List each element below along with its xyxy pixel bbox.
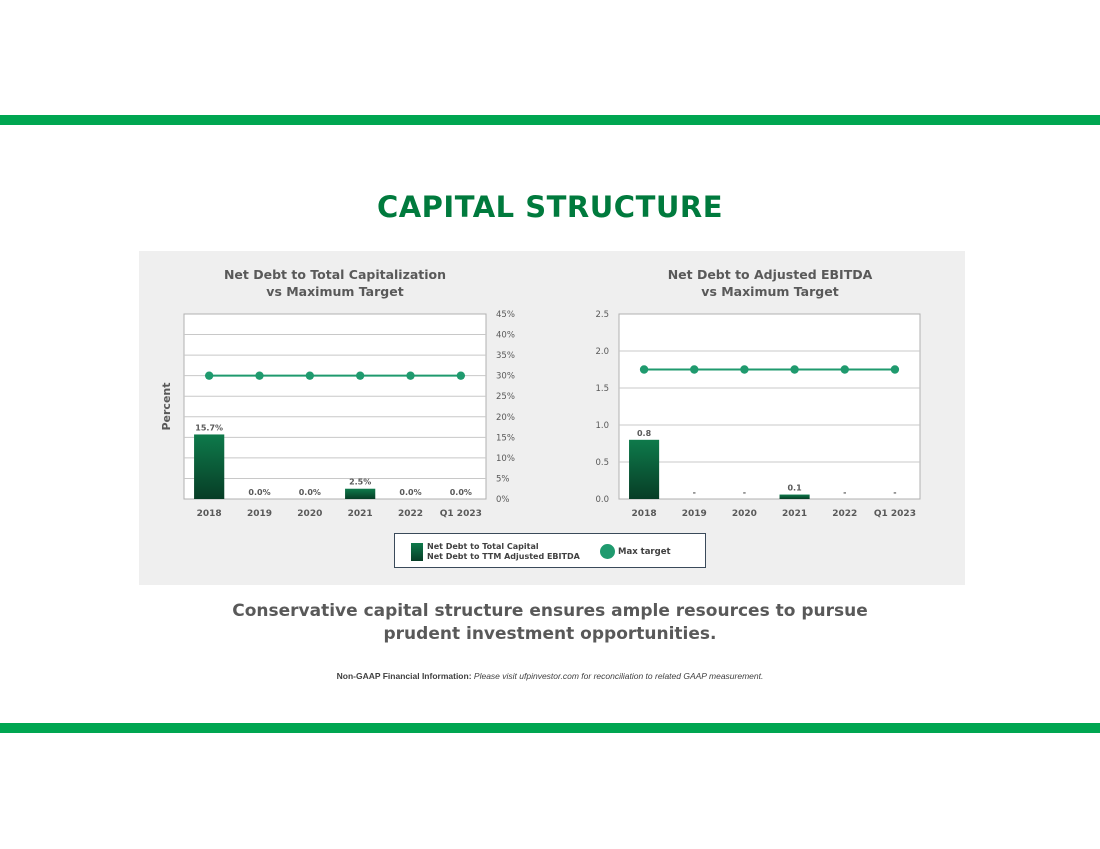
chart1-bar-label: 0.0% — [449, 488, 472, 497]
legend-bar-labels — [427, 542, 580, 562]
legend-bar-label-1: Net Debt to Total Capital — [427, 542, 539, 551]
chart2-target-point — [690, 365, 698, 373]
chart2-bar-label: 0.1 — [787, 483, 802, 493]
chart1-ytick-label: 0% — [496, 495, 510, 505]
chart1-target-point — [306, 371, 314, 379]
tagline-line2: prudent investment opportunities. — [383, 624, 717, 644]
chart2-bar-label: - — [742, 488, 747, 497]
tagline — [200, 600, 900, 646]
legend-bar-swatch — [411, 543, 423, 561]
chart1 — [160, 310, 515, 519]
chart1-ytick-label: 35% — [496, 351, 515, 362]
footnote-text: Please visit ufpinvestor.com for reconciliation to related GAAP measurement. — [473, 671, 764, 681]
chart1-ytick-label: 15% — [496, 433, 515, 444]
chart1-target-point — [406, 371, 414, 379]
chart2-bar — [629, 440, 659, 499]
legend-target-label: Max target — [618, 547, 671, 557]
chart1-xtick-label: 2019 — [246, 509, 273, 519]
chart2 — [595, 310, 920, 519]
chart1-xtick-label: 2022 — [397, 509, 424, 519]
chart1-bar — [194, 434, 224, 499]
chart2-target-point — [891, 365, 899, 373]
chart2-ytick-label: 1.5 — [595, 384, 609, 394]
chart1-ytick-label: 40% — [496, 330, 515, 341]
chart2-plot-area — [619, 314, 920, 499]
chart2-bar-label: 0.8 — [636, 428, 652, 438]
chart1-ytick-label: 10% — [496, 453, 515, 464]
legend — [394, 533, 706, 568]
legend-bar-label-2: Net Debt to TTM Adjusted EBITDA — [427, 552, 580, 561]
chart1-target-point — [205, 371, 213, 379]
chart1-plot-area — [184, 314, 486, 499]
footnote — [0, 671, 1100, 681]
bottom-green-rule — [0, 723, 1100, 733]
chart1-xtick-label: Q1 2023 — [439, 509, 482, 519]
legend-target-swatch — [600, 544, 615, 559]
chart1-target-point — [457, 371, 465, 379]
chart1-xtick-label: 2020 — [297, 509, 323, 519]
chart1-bar-label: 0.0% — [248, 488, 271, 497]
chart2-xtick-label: 2019 — [681, 509, 707, 519]
footnote-label: Non-GAAP Financial Information: — [336, 671, 472, 681]
chart2-bar — [780, 495, 810, 499]
chart2-target-point — [740, 365, 748, 373]
chart2-ytick-label: 1.0 — [595, 421, 609, 431]
chart1-bar-label: 0.0% — [399, 488, 422, 497]
page-title: CAPITAL STRUCTURE — [376, 190, 724, 224]
chart2-xtick-label: 2022 — [832, 509, 858, 519]
chart2-xtick-label: 2020 — [731, 509, 757, 519]
chart1-ytick-label: 30% — [496, 371, 515, 382]
chart1-bar-label: 15.7% — [195, 423, 224, 433]
chart1-xtick-label: 2018 — [196, 509, 222, 519]
chart2-ytick-label: 0.0 — [595, 495, 609, 505]
chart1-bar-label: 0.0% — [298, 488, 321, 497]
chart1-ytick-label: 5% — [496, 474, 510, 485]
tagline-line1: Conservative capital structure ensures ample resources to pursue — [232, 601, 868, 621]
chart2-ytick-label: 2.0 — [595, 347, 609, 357]
chart1-target-point — [255, 371, 263, 379]
chart2-bar-label: - — [843, 488, 847, 497]
chart2-title-line1: Net Debt to Adjusted EBITDA — [667, 267, 873, 282]
chart1-ytick-label: 45% — [496, 310, 515, 320]
chart2-target-point — [790, 365, 798, 373]
chart2-target-point — [841, 365, 849, 373]
chart1-target-point — [356, 371, 364, 379]
chart1-xtick-label: 2021 — [347, 509, 373, 519]
chart1-ytick-label: 25% — [496, 392, 515, 403]
chart1-bar-label: 2.5% — [349, 477, 372, 487]
chart1-ylabel: Percent — [160, 382, 173, 431]
chart2-xtick-label: 2018 — [631, 509, 657, 519]
chart2-target-point — [640, 365, 648, 373]
chart1-ytick-label: 20% — [496, 412, 515, 423]
chart2-title-line2: vs Maximum Target — [701, 284, 839, 299]
chart2-ytick-label: 2.5 — [595, 310, 609, 320]
chart1-bar — [345, 489, 375, 499]
chart2-bar-label: - — [692, 488, 696, 497]
chart2-ytick-label: 0.5 — [595, 458, 609, 468]
chart2-xtick-label: 2021 — [782, 509, 808, 519]
chart2-bar-label: - — [893, 488, 897, 497]
chart1-title-line2: vs Maximum Target — [266, 284, 404, 299]
chart2-xtick-label: Q1 2023 — [873, 509, 916, 519]
chart1-title-line1: Net Debt to Total Capitalization — [223, 267, 447, 282]
